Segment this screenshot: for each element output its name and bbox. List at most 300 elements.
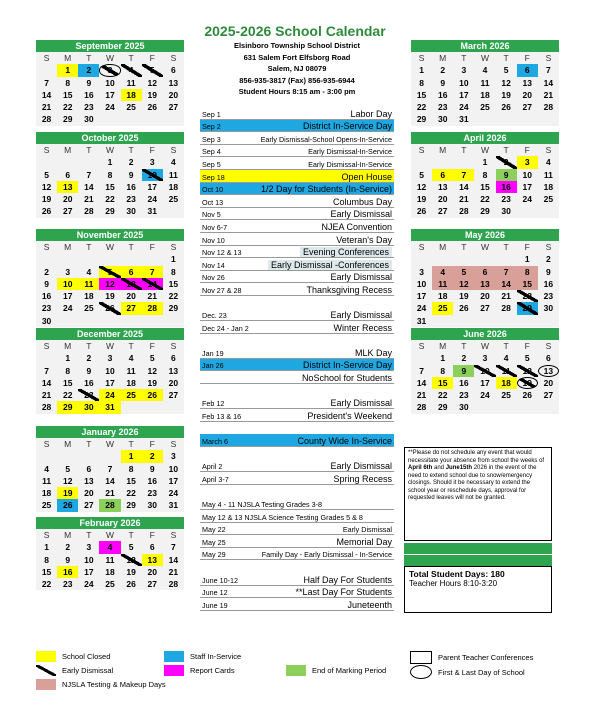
day-cell: 10: [105, 365, 115, 376]
event-text: Memorial Day: [336, 536, 392, 547]
day-cell: 5: [503, 65, 509, 76]
weekday-label: T: [128, 242, 134, 252]
day-cell: [78, 156, 99, 168]
school-address-1: 631 Salem Fort Elfsborg Road: [243, 52, 351, 62]
day-cell: 29: [416, 114, 427, 125]
event-date: Sep 5: [202, 159, 221, 169]
day-cell: 12: [416, 181, 427, 192]
day-cell: 29: [105, 206, 115, 217]
day-cell: [496, 315, 517, 327]
day-cell: 12: [147, 77, 157, 88]
week-row: [36, 401, 184, 413]
week-row: [36, 253, 184, 265]
legend-label: First & Last Day of School: [438, 667, 525, 677]
day-cell: 2: [461, 353, 467, 364]
event-text: Half Day For Students: [303, 574, 392, 585]
legend-label: Parent Teacher Conferences: [438, 653, 534, 662]
day-cell: 3: [86, 542, 92, 553]
event-text: Early Dismissal-In-Service: [308, 159, 392, 169]
event-date: Sep 3: [202, 134, 221, 144]
month-title: December 2025: [36, 328, 184, 340]
day-cell: [142, 113, 163, 125]
note-date-1: April 6th: [408, 465, 433, 471]
weekday-label: T: [461, 53, 467, 63]
day-cell: 25: [84, 303, 94, 314]
day-cell: [78, 450, 99, 462]
day-cell: [36, 253, 57, 265]
day-cell: [163, 205, 184, 217]
day-cell: 29: [437, 402, 448, 413]
day-cell: 22: [41, 579, 52, 590]
day-cell: 9: [453, 365, 474, 377]
day-cell: [474, 113, 495, 125]
legend-swatch: [286, 665, 306, 676]
month-4: [36, 426, 184, 512]
day-cell: 22: [416, 102, 427, 113]
day-cell: 28: [416, 402, 427, 413]
weekday-label: S: [43, 439, 50, 449]
day-cell: 18: [84, 291, 94, 302]
event-date: March 6: [202, 437, 228, 447]
day-cell: [411, 156, 432, 168]
week-row: [411, 278, 559, 290]
week-row: [411, 253, 559, 265]
day-cell: 3: [482, 353, 488, 364]
legend-swatch: [410, 665, 432, 679]
day-cell: 30: [437, 114, 448, 125]
week-row: [411, 377, 559, 389]
day-cell: 19: [126, 566, 136, 577]
weekday-label: W: [105, 53, 114, 63]
day-cell: [432, 315, 453, 327]
event-row: [200, 271, 394, 284]
event-row: [200, 107, 394, 120]
extension-note: [404, 447, 552, 541]
event-text: District In-Service Day: [302, 121, 392, 132]
day-cell: 15: [62, 377, 73, 388]
event-row: [200, 560, 394, 573]
event-date: Nov 5: [202, 210, 221, 220]
day-cell: 12: [121, 554, 142, 566]
week-row: [411, 101, 559, 113]
day-cell: 22: [480, 194, 490, 205]
day-cell: 11: [168, 169, 178, 180]
weekday-label: W: [105, 439, 114, 449]
event-row: [200, 246, 394, 259]
day-cell: 5: [453, 266, 474, 278]
day-cell: [142, 315, 163, 327]
day-cell: 15: [416, 89, 427, 100]
day-cell: 11: [126, 365, 136, 376]
weekday-label: F: [149, 53, 155, 63]
day-cell: [36, 64, 57, 76]
day-cell: 12: [501, 77, 511, 88]
day-cell: 29: [480, 206, 490, 217]
day-cell: 30: [501, 206, 511, 217]
week-row: [411, 315, 559, 327]
day-cell: 14: [41, 89, 52, 100]
day-cell: [57, 156, 78, 168]
weekday-label: T: [503, 145, 509, 155]
day-cell: 8: [65, 77, 71, 88]
day-cell: 4: [546, 157, 551, 168]
day-cell: 13: [538, 365, 559, 377]
day-cell: 27: [62, 206, 73, 217]
weekday-label: T: [86, 53, 92, 63]
day-cell: [517, 205, 538, 217]
event-text: Open House: [341, 171, 392, 182]
day-cell: 4: [86, 266, 92, 277]
weekday-label: W: [480, 145, 489, 155]
day-cell: 7: [44, 365, 49, 376]
day-cell: 26: [416, 206, 427, 217]
day-cell: 24: [480, 390, 490, 401]
day-cell: [538, 401, 559, 413]
day-cell: 18: [543, 181, 554, 192]
day-cell: 26: [41, 206, 52, 217]
day-cell: 29: [517, 302, 538, 314]
day-cell: 20: [62, 194, 73, 205]
school-phone: 856-935-3817 (Fax) 856-935-6944: [239, 75, 355, 85]
week-row: [411, 302, 559, 314]
day-cell: 6: [65, 169, 71, 180]
day-cell: 13: [437, 181, 448, 192]
day-cell: 10: [522, 169, 532, 180]
day-cell: [57, 253, 78, 265]
day-cell: [453, 315, 474, 327]
day-cell: 1: [440, 353, 446, 364]
week-row: [36, 499, 184, 511]
day-cell: 28: [168, 579, 179, 590]
weekday-label: F: [524, 53, 530, 63]
event-text: Early Dismissal: [330, 461, 392, 472]
event-date: Sep 1: [202, 109, 221, 119]
week-row: [36, 101, 184, 113]
month-5: [36, 517, 184, 590]
week-row: [411, 290, 559, 302]
day-cell: 28: [543, 102, 554, 113]
day-cell: 23: [437, 102, 448, 113]
day-cell: 6: [86, 463, 92, 474]
day-cell: 11: [543, 169, 553, 180]
event-row: [200, 548, 394, 561]
week-row: [36, 389, 184, 401]
day-cell: 5: [419, 169, 424, 180]
day-cell: 6: [432, 169, 453, 181]
event-row: [200, 434, 394, 447]
event-text: Early Dismissal -Conferences: [268, 260, 392, 270]
day-cell: 11: [496, 365, 517, 377]
week-row: [411, 181, 559, 193]
day-cell: 31: [168, 500, 179, 511]
day-cell: 19: [57, 487, 78, 499]
weekday-label: S: [170, 145, 177, 155]
day-cell: 30: [84, 114, 94, 125]
week-row: [36, 566, 184, 578]
month-title: September 2025: [36, 40, 184, 52]
weekday-label: W: [105, 530, 114, 540]
weekday-label: S: [545, 242, 552, 252]
month-3: [36, 328, 184, 414]
day-cell: 13: [57, 181, 78, 193]
weekday-label: T: [503, 53, 509, 63]
weekday-label: M: [64, 242, 72, 252]
event-row: [200, 145, 394, 158]
weekday-label: M: [439, 53, 447, 63]
weekday-header: [36, 438, 184, 450]
event-text: Juneteenth: [347, 599, 392, 610]
weekday-label: M: [64, 341, 72, 351]
day-cell: 27: [543, 390, 554, 401]
day-cell: 18: [126, 377, 136, 388]
legend-swatch: [410, 651, 432, 664]
day-cell: 28: [41, 114, 52, 125]
day-cell: 8: [44, 554, 49, 565]
day-cell: 26: [147, 102, 157, 113]
event-text: Veteran's Day: [336, 234, 392, 245]
event-date: Dec 24 - Jan 2: [202, 323, 249, 333]
weekday-label: T: [461, 242, 467, 252]
day-cell: 2: [78, 64, 99, 76]
weekday-label: T: [86, 341, 92, 351]
day-cell: 14: [496, 278, 517, 290]
day-cell: 26: [142, 389, 163, 401]
week-row: [36, 266, 184, 278]
event-date: May 22: [202, 525, 226, 535]
week-row: [36, 487, 184, 499]
day-cell: 7: [44, 77, 49, 88]
day-cell: 7: [171, 542, 176, 553]
weekday-header: [36, 241, 184, 253]
weekday-label: S: [170, 341, 177, 351]
day-cell: 17: [459, 89, 469, 100]
event-row: [200, 170, 394, 183]
day-cell: 11: [126, 77, 136, 88]
day-cell: 4: [482, 65, 488, 76]
day-cell: [411, 352, 432, 364]
weekday-header: [36, 529, 184, 541]
school-name: Elsinboro Township School District: [233, 41, 361, 50]
day-cell: 21: [105, 488, 115, 499]
event-text: Early Dismissal: [330, 209, 392, 220]
weekday-header: [411, 340, 559, 352]
day-cell: 2: [546, 254, 551, 265]
month-title: November 2025: [36, 229, 184, 241]
day-cell: 15: [168, 278, 179, 289]
event-date: Sep 18: [202, 172, 225, 182]
event-text: Winter Recess: [333, 322, 392, 333]
event-text: **Last Day For Students: [295, 587, 392, 598]
day-cell: 9: [149, 463, 155, 474]
week-row: [411, 64, 559, 76]
week-row: [411, 352, 559, 364]
day-cell: [121, 315, 142, 327]
day-cell: 9: [128, 169, 134, 180]
day-cell: 15: [432, 377, 453, 389]
event-date: April 2: [202, 462, 223, 472]
day-cell: 7: [419, 365, 424, 376]
day-cell: 24: [416, 303, 427, 314]
legend-swatch: [36, 679, 56, 690]
day-cell: [142, 401, 163, 413]
event-date: May 12 & 13 NJSLA Science Testing Grades 5 & 8: [202, 512, 363, 522]
day-cell: 15: [480, 181, 490, 192]
week-row: [36, 89, 184, 101]
day-cell: 18: [437, 291, 448, 302]
week-row: [36, 169, 184, 181]
month-7: [411, 132, 559, 218]
day-cell: 16: [543, 278, 554, 289]
divider-bar: [404, 555, 552, 566]
day-cell: 21: [147, 291, 157, 302]
day-cell: 27: [121, 302, 142, 314]
day-cell: 29: [126, 500, 136, 511]
day-cell: 15: [105, 181, 115, 192]
day-cell: [411, 253, 432, 265]
day-cell: 26: [501, 102, 511, 113]
legend-label: Report Cards: [190, 666, 235, 675]
day-cell: 9: [86, 77, 92, 88]
day-cell: 7: [496, 266, 517, 278]
legend-label: End of Marking Period: [312, 666, 387, 675]
event-date: June 12: [202, 588, 228, 598]
note-date-2: June15th: [445, 465, 473, 471]
page-title: 2025-2026 School Calendar: [204, 23, 386, 39]
day-cell: [453, 253, 474, 265]
event-row: [200, 598, 394, 611]
weekday-label: S: [418, 341, 425, 351]
day-cell: 2: [496, 156, 517, 168]
event-row: [200, 535, 394, 548]
day-cell: 16: [84, 377, 94, 388]
day-cell: 11: [42, 475, 52, 486]
month-title: January 2026: [36, 426, 184, 438]
legend-item: [36, 665, 113, 676]
day-cell: [538, 205, 559, 217]
day-cell: 17: [416, 291, 427, 302]
event-text: Spring Recess: [333, 473, 392, 484]
weekday-label: S: [43, 530, 50, 540]
weekday-header: [411, 144, 559, 156]
day-cell: 25: [501, 390, 511, 401]
event-row: [200, 120, 394, 133]
week-row: [36, 205, 184, 217]
event-text: Family Day - Early Dismissal - In-Service: [261, 550, 392, 560]
day-cell: 28: [459, 206, 469, 217]
day-cell: [163, 315, 184, 327]
legend-item: [36, 651, 110, 662]
day-cell: 29: [168, 303, 179, 314]
event-text: NJEA Convention: [321, 221, 392, 232]
weekday-label: F: [149, 439, 155, 449]
day-cell: 12: [99, 278, 120, 290]
day-cell: 16: [459, 377, 469, 388]
day-cell: 16: [126, 181, 136, 192]
day-cell: 21: [41, 102, 52, 113]
school-info: [200, 40, 394, 98]
week-row: [36, 113, 184, 125]
day-cell: 18: [105, 566, 115, 577]
weekday-label: M: [64, 53, 72, 63]
day-cell: 24: [147, 194, 157, 205]
month-title: October 2025: [36, 132, 184, 144]
weekday-label: S: [170, 439, 177, 449]
event-row: [200, 460, 394, 473]
legend-item: [286, 665, 386, 676]
weekday-label: M: [439, 341, 447, 351]
day-cell: 21: [416, 390, 427, 401]
event-date: May 25: [202, 537, 226, 547]
day-cell: 18: [496, 377, 517, 389]
day-cell: 21: [84, 194, 94, 205]
day-cell: 8: [419, 77, 424, 88]
day-cell: 13: [522, 77, 532, 88]
day-cell: 17: [522, 181, 532, 192]
weekday-label: S: [418, 145, 425, 155]
weekday-label: T: [86, 439, 92, 449]
week-row: [36, 541, 184, 553]
legend-item: [164, 665, 235, 676]
day-cell: 31: [459, 114, 469, 125]
day-cell: 23: [501, 194, 511, 205]
day-cell: 3: [65, 266, 71, 277]
day-cell: 30: [41, 315, 52, 326]
week-row: [36, 352, 184, 364]
weekday-label: S: [545, 53, 552, 63]
day-cell: 3: [107, 353, 113, 364]
weekday-label: S: [43, 145, 50, 155]
day-cell: 14: [168, 554, 179, 565]
event-date: Nov 10: [202, 235, 225, 245]
day-cell: 14: [41, 377, 52, 388]
day-cell: 22: [168, 291, 179, 302]
event-row: [200, 510, 394, 523]
day-cell: 24: [105, 102, 115, 113]
week-row: [36, 554, 184, 566]
day-cell: 13: [84, 475, 94, 486]
day-cell: 16: [496, 181, 517, 193]
legend-item: [36, 679, 166, 690]
day-cell: [517, 315, 538, 327]
event-date: April 3-7: [202, 474, 229, 484]
day-cell: 8: [171, 266, 176, 277]
month-title: March 2026: [411, 40, 559, 52]
weekday-label: T: [128, 145, 134, 155]
day-cell: 1: [121, 450, 142, 462]
day-cell: [517, 401, 538, 413]
event-text: Early Dismissal: [330, 310, 392, 321]
day-cell: 10: [84, 554, 94, 565]
weekday-label: T: [128, 530, 134, 540]
day-cell: 22: [437, 390, 448, 401]
day-cell: 14: [84, 181, 94, 192]
day-cell: 25: [121, 389, 142, 401]
weekday-label: W: [480, 242, 489, 252]
day-cell: 16: [41, 291, 52, 302]
event-date: Nov 14: [202, 260, 225, 270]
weekday-label: M: [439, 145, 447, 155]
week-row: [36, 450, 184, 462]
day-cell: 27: [168, 390, 179, 401]
event-row: [200, 296, 394, 309]
event-date: Jan 26: [202, 361, 224, 371]
day-cell: 4: [44, 463, 49, 474]
event-date: Sep 2: [202, 122, 221, 132]
day-cell: 1: [107, 157, 113, 168]
day-cell: 19: [501, 89, 511, 100]
day-cell: 13: [168, 77, 179, 88]
day-cell: 19: [517, 377, 538, 389]
